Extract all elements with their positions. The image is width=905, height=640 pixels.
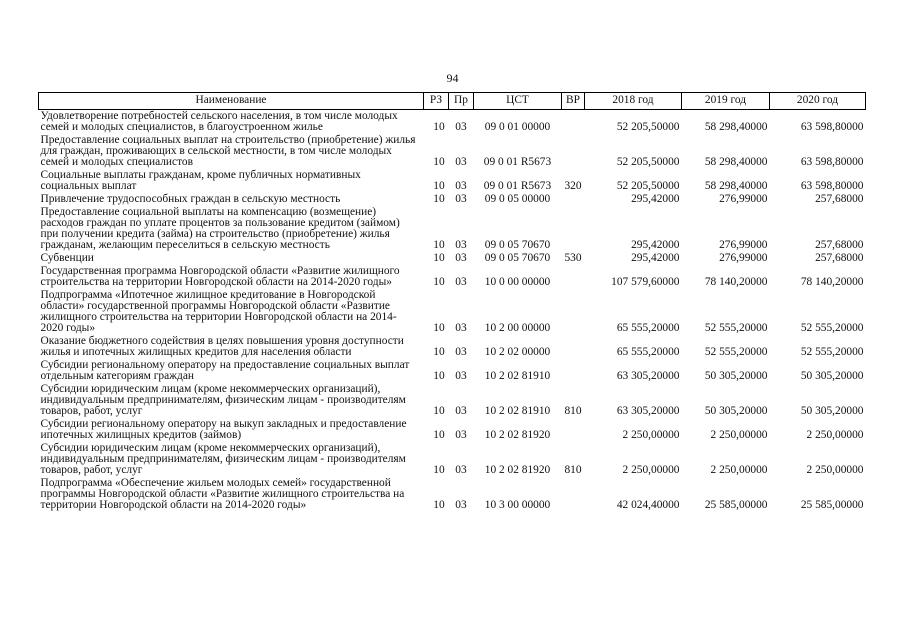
table-row bbox=[39, 134, 866, 169]
cell-pr: 03 bbox=[455, 121, 467, 133]
cell-2020: 78 140,20000 bbox=[800, 276, 864, 288]
cell-2019: 52 555,20000 bbox=[704, 322, 768, 334]
cell-name: Субсидии региональному оператору на предоставление социальных выплат отдельным категориям граждан bbox=[40, 359, 410, 382]
header-cst: ЦСТ bbox=[474, 93, 562, 110]
cell-2019: 276,99000 bbox=[719, 193, 768, 205]
cell-vr bbox=[562, 265, 585, 289]
table-body bbox=[39, 110, 866, 513]
cell-vr bbox=[562, 193, 585, 206]
cell-name: Государственная программа Новгородской области «Развитие жилищного строительства на территории Новгородской области на 2014-2020 годы» bbox=[40, 265, 400, 288]
cell-rz: 10 bbox=[433, 121, 445, 133]
cell-pr: 03 bbox=[455, 180, 467, 192]
header-name: Наименование bbox=[39, 93, 424, 110]
cell-name: Предоставление социальной выплаты на компенсацию (возмещение) расходов граждан по уплате процентов за пользование кредитом (займом) при получении кредита (займа) на строительство (приобретение) жилья гражданам, желающим переселиться в сельскую местность bbox=[40, 206, 400, 251]
cell-vr bbox=[562, 335, 585, 359]
cell-cst: 10 2 00 00000 bbox=[484, 322, 551, 334]
cell-cst: 09 0 01 00000 bbox=[484, 121, 551, 133]
page-number: 94 bbox=[446, 71, 459, 85]
cell-2018: 52 205,50000 bbox=[616, 121, 680, 133]
cell-2019: 2 250,00000 bbox=[710, 464, 768, 476]
cell-2018: 65 555,20000 bbox=[616, 346, 680, 358]
cell-cst: 09 0 05 70670 bbox=[484, 239, 551, 251]
header-pr: Пр bbox=[449, 93, 474, 110]
header-rz: РЗ bbox=[424, 93, 449, 110]
cell-vr bbox=[562, 289, 585, 335]
cell-name: Подпрограмма «Обеспечение жильем молодых семей» государственной программы Новгородской области «Развитие жилищного строительства на территории Новгородской области на 2014-2020 годы» bbox=[40, 477, 405, 511]
table-row bbox=[39, 169, 866, 193]
cell-2018: 63 305,20000 bbox=[616, 370, 680, 382]
cell-2020: 50 305,20000 bbox=[800, 405, 864, 417]
cell-vr bbox=[562, 418, 585, 442]
header-vr: ВР bbox=[562, 93, 585, 110]
cell-pr: 03 bbox=[455, 429, 467, 441]
cell-vr bbox=[562, 477, 585, 512]
cell-rz: 10 bbox=[433, 156, 445, 168]
cell-2020: 2 250,00000 bbox=[806, 464, 864, 476]
cell-2019: 2 250,00000 bbox=[710, 429, 768, 441]
cell-cst: 10 2 02 81920 bbox=[484, 464, 551, 476]
cell-name: Субсидии региональному оператору на выкуп закладных и предоставление ипотечных жилищных кредитов (займов) bbox=[40, 418, 407, 441]
cell-2020: 63 598,80000 bbox=[800, 180, 864, 192]
cell-name: Привлечение трудоспособных граждан в сельскую местность bbox=[40, 193, 341, 205]
cell-pr: 03 bbox=[455, 370, 467, 382]
cell-2020: 257,68000 bbox=[815, 193, 864, 205]
cell-rz: 10 bbox=[433, 180, 445, 192]
table-row bbox=[39, 359, 866, 383]
cell-rz: 10 bbox=[433, 370, 445, 382]
cell-name: Социальные выплаты гражданам, кроме публичных нормативных социальных выплат bbox=[40, 169, 361, 192]
cell-cst: 09 0 05 70670 bbox=[484, 252, 551, 264]
cell-2019: 50 305,20000 bbox=[704, 405, 768, 417]
cell-2018: 65 555,20000 bbox=[616, 322, 680, 334]
cell-rz: 10 bbox=[433, 346, 445, 358]
header-2019: 2019 год bbox=[682, 93, 770, 110]
cell-vr: 320 bbox=[564, 180, 582, 192]
cell-rz: 10 bbox=[433, 322, 445, 334]
cell-rz: 10 bbox=[433, 429, 445, 441]
cell-2020: 52 555,20000 bbox=[800, 322, 864, 334]
cell-pr: 03 bbox=[455, 322, 467, 334]
cell-cst: 09 0 01 R5673 bbox=[483, 156, 552, 168]
cell-vr bbox=[562, 206, 585, 252]
table-row bbox=[39, 193, 866, 206]
cell-name: Субсидии юридическим лицам (кроме некоммерческих организаций), индивидуальным предпринимателям, физическим лицам - производителям товаров, работ, услуг bbox=[40, 442, 406, 476]
cell-rz: 10 bbox=[433, 464, 445, 476]
table-row bbox=[39, 252, 866, 265]
cell-cst: 10 3 00 00000 bbox=[484, 499, 551, 511]
cell-2020: 257,68000 bbox=[815, 252, 864, 264]
cell-pr: 03 bbox=[455, 464, 467, 476]
table-row bbox=[39, 477, 866, 512]
cell-2020: 52 555,20000 bbox=[800, 346, 864, 358]
cell-cst: 10 2 02 81910 bbox=[484, 405, 551, 417]
cell-pr: 03 bbox=[455, 239, 467, 251]
cell-2018: 2 250,00000 bbox=[622, 464, 680, 476]
cell-2019: 78 140,20000 bbox=[704, 276, 768, 288]
cell-vr bbox=[562, 359, 585, 383]
table-row bbox=[39, 383, 866, 418]
cell-cst: 10 0 00 00000 bbox=[484, 276, 551, 288]
cell-rz: 10 bbox=[433, 239, 445, 251]
cell-2020: 25 585,00000 bbox=[800, 499, 864, 511]
cell-2019: 58 298,40000 bbox=[704, 156, 768, 168]
cell-2019: 276,99000 bbox=[719, 239, 768, 251]
cell-name: Подпрограмма «Ипотечное жилищное кредитование в Новгородской области» государственной программы Новгородской области «Развитие жилищного строительства на территории Новгородской области на 2014-2020 годы» bbox=[40, 289, 397, 334]
cell-2020: 2 250,00000 bbox=[806, 429, 864, 441]
cell-name: Субсидии юридическим лицам (кроме некоммерческих организаций), индивидуальным предпринимателям, физическим лицам - производителям товаров, работ, услуг bbox=[40, 383, 406, 417]
cell-pr: 03 bbox=[455, 193, 467, 205]
cell-vr bbox=[562, 110, 585, 135]
cell-2019: 58 298,40000 bbox=[704, 121, 768, 133]
cell-2018: 295,42000 bbox=[631, 239, 680, 251]
table-row bbox=[39, 442, 866, 477]
cell-cst: 09 0 01 R5673 bbox=[483, 180, 552, 192]
cell-rz: 10 bbox=[433, 193, 445, 205]
cell-pr: 03 bbox=[455, 156, 467, 168]
cell-2018: 295,42000 bbox=[631, 252, 680, 264]
cell-2020: 257,68000 bbox=[815, 239, 864, 251]
cell-cst: 09 0 05 00000 bbox=[484, 193, 551, 205]
cell-name: Удовлетворение потребностей сельского населения, в том числе молодых семей и молодых специалистов, в благоустроенном жилье bbox=[40, 110, 398, 133]
cell-2019: 58 298,40000 bbox=[704, 180, 768, 192]
cell-2020: 63 598,80000 bbox=[800, 156, 864, 168]
table-header-row bbox=[39, 93, 866, 110]
table-row bbox=[39, 110, 866, 135]
cell-rz: 10 bbox=[433, 252, 445, 264]
cell-vr: 810 bbox=[564, 464, 582, 476]
cell-2018: 52 205,50000 bbox=[616, 156, 680, 168]
cell-pr: 03 bbox=[455, 346, 467, 358]
table-row bbox=[39, 418, 866, 442]
cell-vr bbox=[562, 134, 585, 169]
cell-cst: 10 2 02 81920 bbox=[484, 429, 551, 441]
table-row bbox=[39, 206, 866, 252]
budget-table bbox=[38, 92, 866, 512]
cell-rz: 10 bbox=[433, 276, 445, 288]
cell-pr: 03 bbox=[455, 499, 467, 511]
cell-2018: 52 205,50000 bbox=[616, 180, 680, 192]
cell-2019: 50 305,20000 bbox=[704, 370, 768, 382]
cell-pr: 03 bbox=[455, 405, 467, 417]
cell-2020: 63 598,80000 bbox=[800, 121, 864, 133]
cell-rz: 10 bbox=[433, 499, 445, 511]
cell-2019: 25 585,00000 bbox=[704, 499, 768, 511]
cell-pr: 03 bbox=[455, 252, 467, 264]
table-row bbox=[39, 289, 866, 335]
cell-name: Оказание бюджетного содействия в целях повышения уровня доступности жилья и ипотечных жилищных кредитов для населения области bbox=[40, 335, 404, 358]
cell-rz: 10 bbox=[433, 405, 445, 417]
cell-vr: 810 bbox=[564, 405, 582, 417]
cell-vr: 530 bbox=[564, 252, 582, 264]
cell-2018: 42 024,40000 bbox=[616, 499, 680, 511]
cell-pr: 03 bbox=[455, 276, 467, 288]
cell-cst: 10 2 02 81910 bbox=[484, 370, 551, 382]
header-2020: 2020 год bbox=[770, 93, 866, 110]
cell-2018: 295,42000 bbox=[631, 193, 680, 205]
cell-2018: 2 250,00000 bbox=[622, 429, 680, 441]
cell-2020: 50 305,20000 bbox=[800, 370, 864, 382]
cell-2019: 52 555,20000 bbox=[704, 346, 768, 358]
table-row bbox=[39, 265, 866, 289]
header-2018: 2018 год bbox=[585, 93, 682, 110]
cell-name: Субвенции bbox=[40, 252, 94, 264]
cell-2019: 276,99000 bbox=[719, 252, 768, 264]
cell-cst: 10 2 02 00000 bbox=[484, 346, 551, 358]
table-row bbox=[39, 335, 866, 359]
cell-2018: 63 305,20000 bbox=[616, 405, 680, 417]
cell-2018: 107 579,60000 bbox=[611, 276, 680, 288]
cell-name: Предоставление социальных выплат на строительство (приобретение) жилья для граждан, проживающих в сельской местности, в том числе молодых семей и молодых специалистов bbox=[40, 134, 416, 168]
